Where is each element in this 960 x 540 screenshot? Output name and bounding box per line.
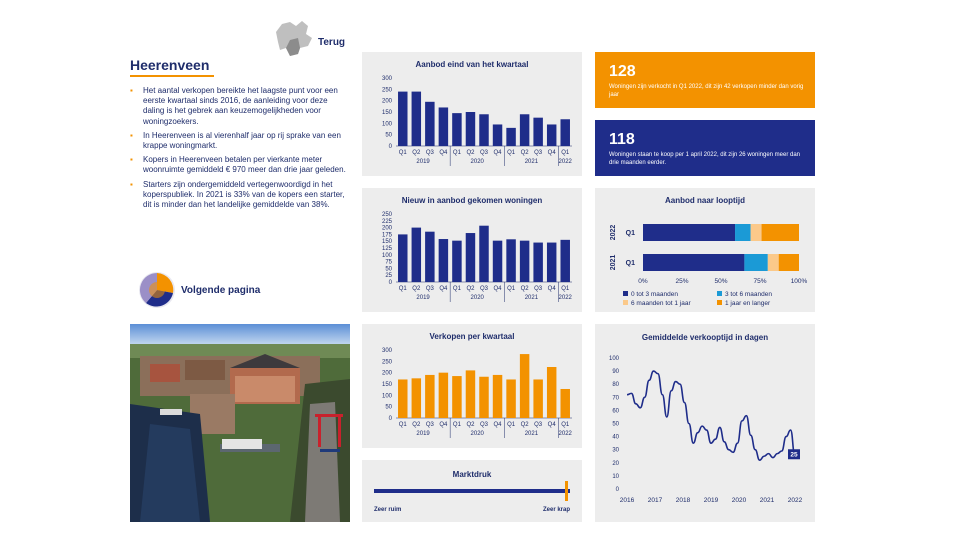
- y-tick-label: 300: [381, 76, 392, 82]
- title-underline: [130, 75, 214, 77]
- marktdruk-track: [374, 489, 570, 493]
- x-tick-label: Q4: [439, 286, 448, 292]
- x-tick-label: Q2: [466, 422, 475, 428]
- x-tick-label: Q2: [412, 150, 421, 156]
- looptijd-panel: [595, 188, 815, 312]
- group-label: 2022: [558, 431, 572, 437]
- x-tick-label: 2021: [759, 497, 775, 504]
- summary-bullets: [128, 86, 350, 214]
- x-tick-label: Q1: [398, 422, 407, 428]
- y-tick-label: 20: [612, 460, 619, 467]
- x-tick-label: Q4: [493, 150, 502, 156]
- bar: [560, 240, 569, 282]
- group-label: 2022: [558, 295, 572, 301]
- x-tick-label: 2020: [731, 497, 747, 504]
- group-label: 2021: [524, 431, 539, 437]
- x-tick-label: 50%: [714, 278, 728, 285]
- marktdruk-marker: [565, 481, 568, 501]
- x-tick-label: 2022: [787, 497, 803, 504]
- bar: [560, 119, 569, 146]
- y-tick-label: 60: [612, 408, 619, 415]
- x-tick-label: Q4: [547, 286, 556, 292]
- x-tick-label: Q3: [534, 422, 543, 428]
- y-tick-label: 250: [381, 87, 392, 94]
- bar: [398, 379, 407, 418]
- y-tick-label: 0: [615, 487, 619, 493]
- group-label: 2020: [470, 431, 484, 437]
- chart-title: Verkopen per kwartaal: [429, 332, 515, 341]
- x-tick-label: Q2: [412, 422, 421, 428]
- bar: [493, 375, 502, 418]
- looptijd-chart: [595, 188, 815, 312]
- bar: [466, 370, 475, 418]
- x-tick-label: Q1: [507, 422, 516, 428]
- y-tick-label: 100: [608, 356, 619, 362]
- kpi-for-sale: [595, 120, 815, 176]
- x-tick-label: 100%: [790, 278, 808, 285]
- stacked-segment: [751, 224, 762, 241]
- legend-label: 3 tot 6 maanden: [725, 291, 772, 298]
- y-tick-label: 40: [612, 434, 619, 441]
- donut-chart-icon: [138, 271, 176, 309]
- back-link[interactable]: Terug: [318, 37, 346, 48]
- bar: [506, 379, 515, 418]
- y-tick-label: 70: [612, 395, 619, 402]
- legend-swatch: [717, 300, 722, 305]
- bar: [547, 124, 556, 146]
- x-tick-label: Q4: [547, 422, 556, 428]
- x-tick-label: Q1: [507, 286, 516, 292]
- bar: [412, 378, 421, 418]
- group-label: 2019: [416, 431, 430, 437]
- aanbod-chart: [362, 52, 582, 176]
- bar: [533, 243, 542, 282]
- x-tick-label: Q3: [479, 150, 489, 156]
- verkopen-chart: [362, 324, 582, 448]
- next-page-button[interactable]: [138, 271, 278, 309]
- row-year-label: 2022: [610, 224, 617, 241]
- series-line: [627, 371, 795, 460]
- bullet-item: ▪ Starters zijn ondergemiddeld vertegenwoordigd in het koperspubliek. In 2021 is 33% van de kopers een starter, dit is minder dan het landelijke gemiddelde van 38%.: [128, 180, 350, 211]
- nieuw-panel: [362, 188, 582, 312]
- chart-title: Nieuw in aanbod gekomen woningen: [401, 196, 543, 205]
- stacked-segment: [643, 254, 744, 271]
- bar: [425, 232, 434, 282]
- bar: [398, 92, 407, 146]
- x-tick-label: Q4: [439, 422, 448, 428]
- bar: [466, 112, 475, 146]
- x-tick-label: Q1: [398, 286, 407, 292]
- row-quarter-label: Q1: [625, 230, 635, 237]
- x-tick-label: Q3: [425, 150, 434, 156]
- stacked-segment: [735, 224, 751, 241]
- y-tick-label: 50: [612, 421, 619, 428]
- y-tick-label: 300: [381, 348, 392, 354]
- x-tick-label: Q1: [507, 150, 516, 156]
- bar: [520, 241, 529, 282]
- x-tick-label: Q3: [479, 286, 489, 292]
- next-page-label: Volgende pagina: [181, 285, 261, 296]
- y-tick-label: 150: [381, 110, 392, 116]
- marktdruk-panel: [362, 460, 582, 522]
- bar: [425, 102, 434, 146]
- y-tick-label: 10: [612, 473, 619, 480]
- bar: [493, 124, 502, 146]
- y-tick-label: 175: [381, 232, 392, 239]
- row-quarter-label: Q1: [625, 260, 635, 267]
- x-tick-label: Q1: [452, 422, 461, 428]
- kpi-description: Woningen staan te koop per 1 april 2022, dit zijn 26 woningen meer dan drie maanden eerder.: [609, 152, 801, 166]
- bullet-item: ▪ In Heerenveen is al vierenhalf jaar op rij sprake van een krappe woningmarkt.: [128, 131, 350, 151]
- bar: [533, 118, 542, 146]
- legend-swatch: [623, 291, 628, 296]
- bar: [506, 128, 515, 146]
- x-tick-label: 25%: [675, 278, 689, 285]
- y-tick-label: 0: [388, 416, 392, 422]
- legend-label: 1 jaar en langer: [725, 300, 771, 307]
- x-tick-label: Q4: [439, 150, 448, 156]
- bar: [466, 233, 475, 282]
- verkooptijd-chart: [595, 324, 815, 522]
- bar: [452, 376, 461, 418]
- bar: [479, 377, 488, 418]
- group-label: 2019: [416, 295, 430, 301]
- bar: [560, 389, 569, 418]
- y-tick-label: 200: [381, 225, 392, 232]
- bar: [452, 113, 461, 146]
- x-tick-label: Q1: [561, 150, 570, 156]
- y-tick-label: 250: [381, 212, 392, 218]
- y-tick-label: 0: [388, 144, 392, 150]
- kpi-value: 118: [609, 131, 635, 148]
- bar: [439, 107, 448, 146]
- stacked-segment: [744, 254, 767, 271]
- y-tick-label: 200: [381, 98, 392, 105]
- y-tick-label: 200: [381, 370, 392, 377]
- x-tick-label: Q4: [547, 150, 556, 156]
- bar: [412, 92, 421, 146]
- bar: [425, 375, 434, 418]
- bar: [439, 239, 448, 282]
- verkooptijd-panel: [595, 324, 815, 522]
- page-title: Heerenveen: [130, 57, 210, 73]
- x-tick-label: Q1: [561, 422, 570, 428]
- bar: [479, 114, 488, 146]
- x-tick-label: 75%: [753, 278, 767, 285]
- aanbod-panel: [362, 52, 582, 176]
- y-tick-label: 225: [381, 218, 392, 225]
- x-tick-label: Q4: [493, 286, 502, 292]
- row-year-label: 2021: [610, 254, 617, 271]
- bullet-item: ▪ Kopers in Heerenveen betalen per vierkante meter woonruimte gemiddeld € 970 meer dan drie jaar geleden.: [128, 155, 350, 175]
- x-tick-label: Q1: [561, 286, 570, 292]
- stacked-segment: [643, 224, 735, 241]
- group-label: 2022: [558, 159, 572, 165]
- kpi-sales: [595, 52, 815, 108]
- kpi-description: Woningen zijn verkocht in Q1 2022, dit zijn 42 verkopen minder dan vorig jaar: [609, 84, 804, 98]
- town-photo: [130, 324, 350, 522]
- group-label: 2020: [470, 295, 484, 301]
- x-tick-label: 2017: [647, 497, 663, 504]
- bar: [533, 379, 542, 418]
- x-tick-label: Q2: [520, 286, 529, 292]
- marktdruk-title: Marktdruk: [452, 470, 492, 479]
- x-tick-label: Q2: [466, 286, 475, 292]
- legend-swatch: [623, 300, 628, 305]
- bullet-item: ▪ Het aantal verkopen bereikte het laagste punt voor een eerste kwartaal sinds 2016, de aanleiding voor deze daling is het gebrek aan keuzemogelijkheden voor woningzoekers.: [128, 86, 350, 127]
- y-tick-label: 100: [381, 393, 392, 400]
- y-tick-label: 100: [381, 121, 392, 128]
- x-tick-label: Q3: [479, 422, 489, 428]
- x-tick-label: Q4: [493, 422, 502, 428]
- x-tick-label: Q2: [520, 150, 529, 156]
- verkopen-panel: [362, 324, 582, 448]
- x-tick-label: Q1: [452, 150, 461, 156]
- x-tick-label: Q1: [452, 286, 461, 292]
- stacked-segment: [762, 224, 799, 241]
- bar: [439, 373, 448, 418]
- legend-swatch: [717, 291, 722, 296]
- y-tick-label: 25: [385, 273, 392, 280]
- nieuw-chart: [362, 188, 582, 312]
- bar: [479, 226, 488, 282]
- x-tick-label: Q2: [412, 286, 421, 292]
- x-tick-label: 2016: [619, 497, 635, 504]
- y-tick-label: 250: [381, 359, 392, 366]
- x-tick-label: Q3: [534, 286, 543, 292]
- y-tick-label: 50: [385, 404, 392, 411]
- group-label: 2020: [470, 159, 484, 165]
- x-tick-label: 2019: [703, 497, 719, 504]
- marktdruk-right-label: Zeer krap: [542, 507, 570, 513]
- legend-label: 6 maanden tot 1 jaar: [631, 300, 691, 307]
- x-tick-label: Q3: [425, 422, 434, 428]
- marktdruk-left-label: Zeer ruim: [374, 507, 402, 513]
- y-tick-label: 100: [381, 252, 392, 259]
- y-tick-label: 150: [381, 382, 392, 388]
- bar: [398, 234, 407, 282]
- y-tick-label: 80: [612, 382, 619, 389]
- y-tick-label: 50: [385, 132, 392, 139]
- bar: [493, 241, 502, 282]
- y-tick-label: 0: [388, 280, 392, 286]
- bar: [547, 367, 556, 418]
- bar: [506, 239, 515, 282]
- legend-label: 0 tot 3 maanden: [631, 291, 678, 298]
- y-tick-label: 50: [385, 266, 392, 273]
- y-tick-label: 150: [381, 239, 392, 246]
- bar: [520, 354, 529, 418]
- y-tick-label: 125: [381, 246, 392, 252]
- y-tick-label: 90: [612, 369, 619, 376]
- x-tick-label: Q3: [425, 286, 434, 292]
- bar: [412, 228, 421, 282]
- chart-title: Aanbod naar looptijd: [665, 196, 745, 205]
- chart-title: Aanbod eind van het kwartaal: [415, 60, 529, 69]
- group-label: 2019: [416, 159, 430, 165]
- bar: [547, 243, 556, 282]
- x-tick-label: Q1: [398, 150, 407, 156]
- last-value-label: 25: [790, 451, 798, 459]
- chart-title: Gemiddelde verkooptijd in dagen: [641, 333, 769, 342]
- y-tick-label: 30: [612, 447, 619, 454]
- bar: [520, 114, 529, 146]
- x-tick-label: Q2: [520, 422, 529, 428]
- x-tick-label: Q3: [534, 150, 543, 156]
- group-label: 2021: [524, 295, 539, 301]
- x-tick-label: 2018: [675, 497, 691, 504]
- bar: [452, 241, 461, 282]
- province-map-icon[interactable]: [272, 18, 316, 58]
- kpi-value: 128: [609, 63, 636, 80]
- y-tick-label: 75: [385, 259, 392, 266]
- stacked-segment: [779, 254, 799, 271]
- stacked-segment: [768, 254, 779, 271]
- x-tick-label: 0%: [638, 278, 648, 285]
- x-tick-label: Q2: [466, 150, 475, 156]
- group-label: 2021: [524, 159, 539, 165]
